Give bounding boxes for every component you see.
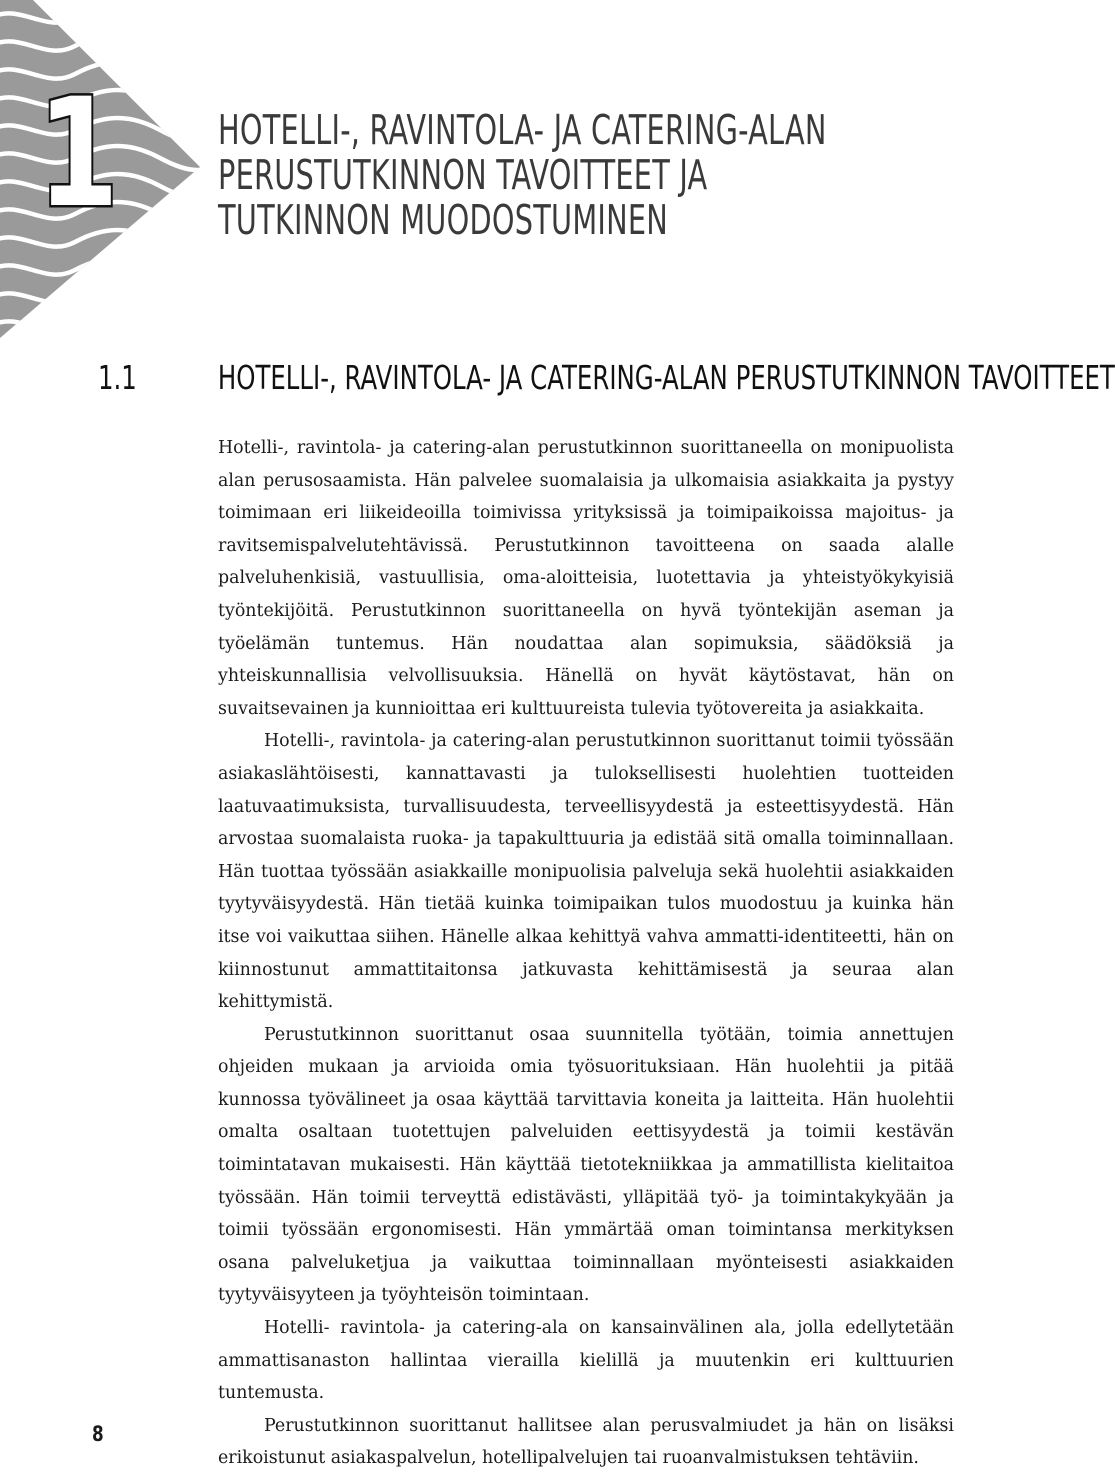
- paragraph: Hotelli-, ravintola- ja catering-alan perustutkinnon suorittanut toimii työssään asiakaslähtöisesti, kannattavasti ja tuloksellisesti huolehtien tuotteiden laatuvaatimuksista, turvallisuudesta, terveellisyydestä ja esteettisyydestä. Hän arvostaa suomalaista ruoka- ja tapakulttuuria ja edistää sitä omalla toiminnallaan. Hän tuottaa työssään asiakkaille monipuolisia palveluja sekä huolehtii asiakkaiden tyytyväisyydestä. Hän tietää kuinka toimipaikan tulos muodostuu ja kuinka hän itse voi vaikuttaa siihen. Hänelle alkaa kehittyä vahva ammatti-identiteetti, hän on kiinnostunut ammattitaitonsa jatkuvasta kehittämisestä ja seuraa alan kehittymistä.: [218, 731, 954, 1013]
- section-title: HOTELLI-, RAVINTOLA- JA CATERING-ALAN PERUSTUTKINNON TAVOITTEET: [217, 358, 1115, 397]
- page-number: 8: [92, 1422, 104, 1446]
- paragraph: Hotelli-, ravintola- ja catering-alan perustutkinnon suorittaneella on monipuolista alan perusosaamista. Hän palvelee suomalaisia ja ulkomaisia asiakkaita ja pystyy toimimaan eri liikeideoilla toimivissa yrityksissä ja toimipaikoissa majoitus- ja ravitsemispalvelutehtävissä. Perustutkinnon tavoitteena on saada alalle palveluhenkisiä, vastuullisia, oma-aloitteisia, luotettavia ja yhteistyökykyisiä työntekijöitä. Perustutkinnon suorittaneella on hyvä työntekijän aseman ja työelämän tuntemus. Hän noudattaa alan sopimuksia, säädöksiä ja yhteiskunnallisia velvollisuuksia. Hänellä on hyvät käytöstavat, hän on suvaitsevainen ja kunnioittaa eri kulttuureista tulevia työtovereita ja asiakkaita.: [218, 438, 954, 719]
- chapter-title: [218, 106, 827, 244]
- paragraph: Hotelli- ravintola- ja catering-ala on kansainvälinen ala, jolla edellytetään ammattisanaston hallintaa vierailla kielillä ja muutenkin eri kulttuurien tuntemusta.: [218, 1318, 954, 1404]
- chapter-title-line: PERUSTUTKINNON TAVOITTEET JA: [218, 151, 708, 199]
- body-text: [218, 432, 954, 1475]
- section-number: 1.1: [98, 358, 137, 397]
- chapter-title-line: HOTELLI-, RAVINTOLA- JA CATERING-ALAN: [218, 106, 827, 154]
- chapter-corner-art: [0, 0, 200, 340]
- section-heading: [98, 358, 1115, 398]
- paragraph: Perustutkinnon suorittanut hallitsee alan perusvalmiudet ja hän on lisäksi erikoistunut asiakaspalvelun, hotellipalvelujen tai ruoanvalmistuksen tehtäviin.: [218, 1415, 954, 1469]
- paragraph: Perustutkinnon suorittanut osaa suunnitella työtään, toimia annettujen ohjeiden mukaan ja arvioida omia työsuorituksiaan. Hän huolehtii ja pitää kunnossa työvälineet ja osaa käyttää tarvittavia koneita ja laitteita. Hän huolehtii omalta osaltaan tuotettujen palveluiden eettisyydestä ja toimii kestävän toimintatavan mukaisesti. Hän käyttää tietotekniikkaa ja ammatillista kielitaitoa työssään. Hän toimii terveyttä edistävästi, ylläpitää työ- ja toimintakykyään ja toimii työssään ergonomisesti. Hän ymmärtää oman toimintansa merkityksen osana palveluketjua ja vaikuttaa toiminnallaan myönteisesti asiakkaiden tyytyväisyyteen ja työyhteisön toimintaan.: [218, 1024, 954, 1306]
- chapter-title-line: TUTKINNON MUODOSTUMINEN: [218, 196, 669, 244]
- chapter-number: 1: [37, 65, 119, 241]
